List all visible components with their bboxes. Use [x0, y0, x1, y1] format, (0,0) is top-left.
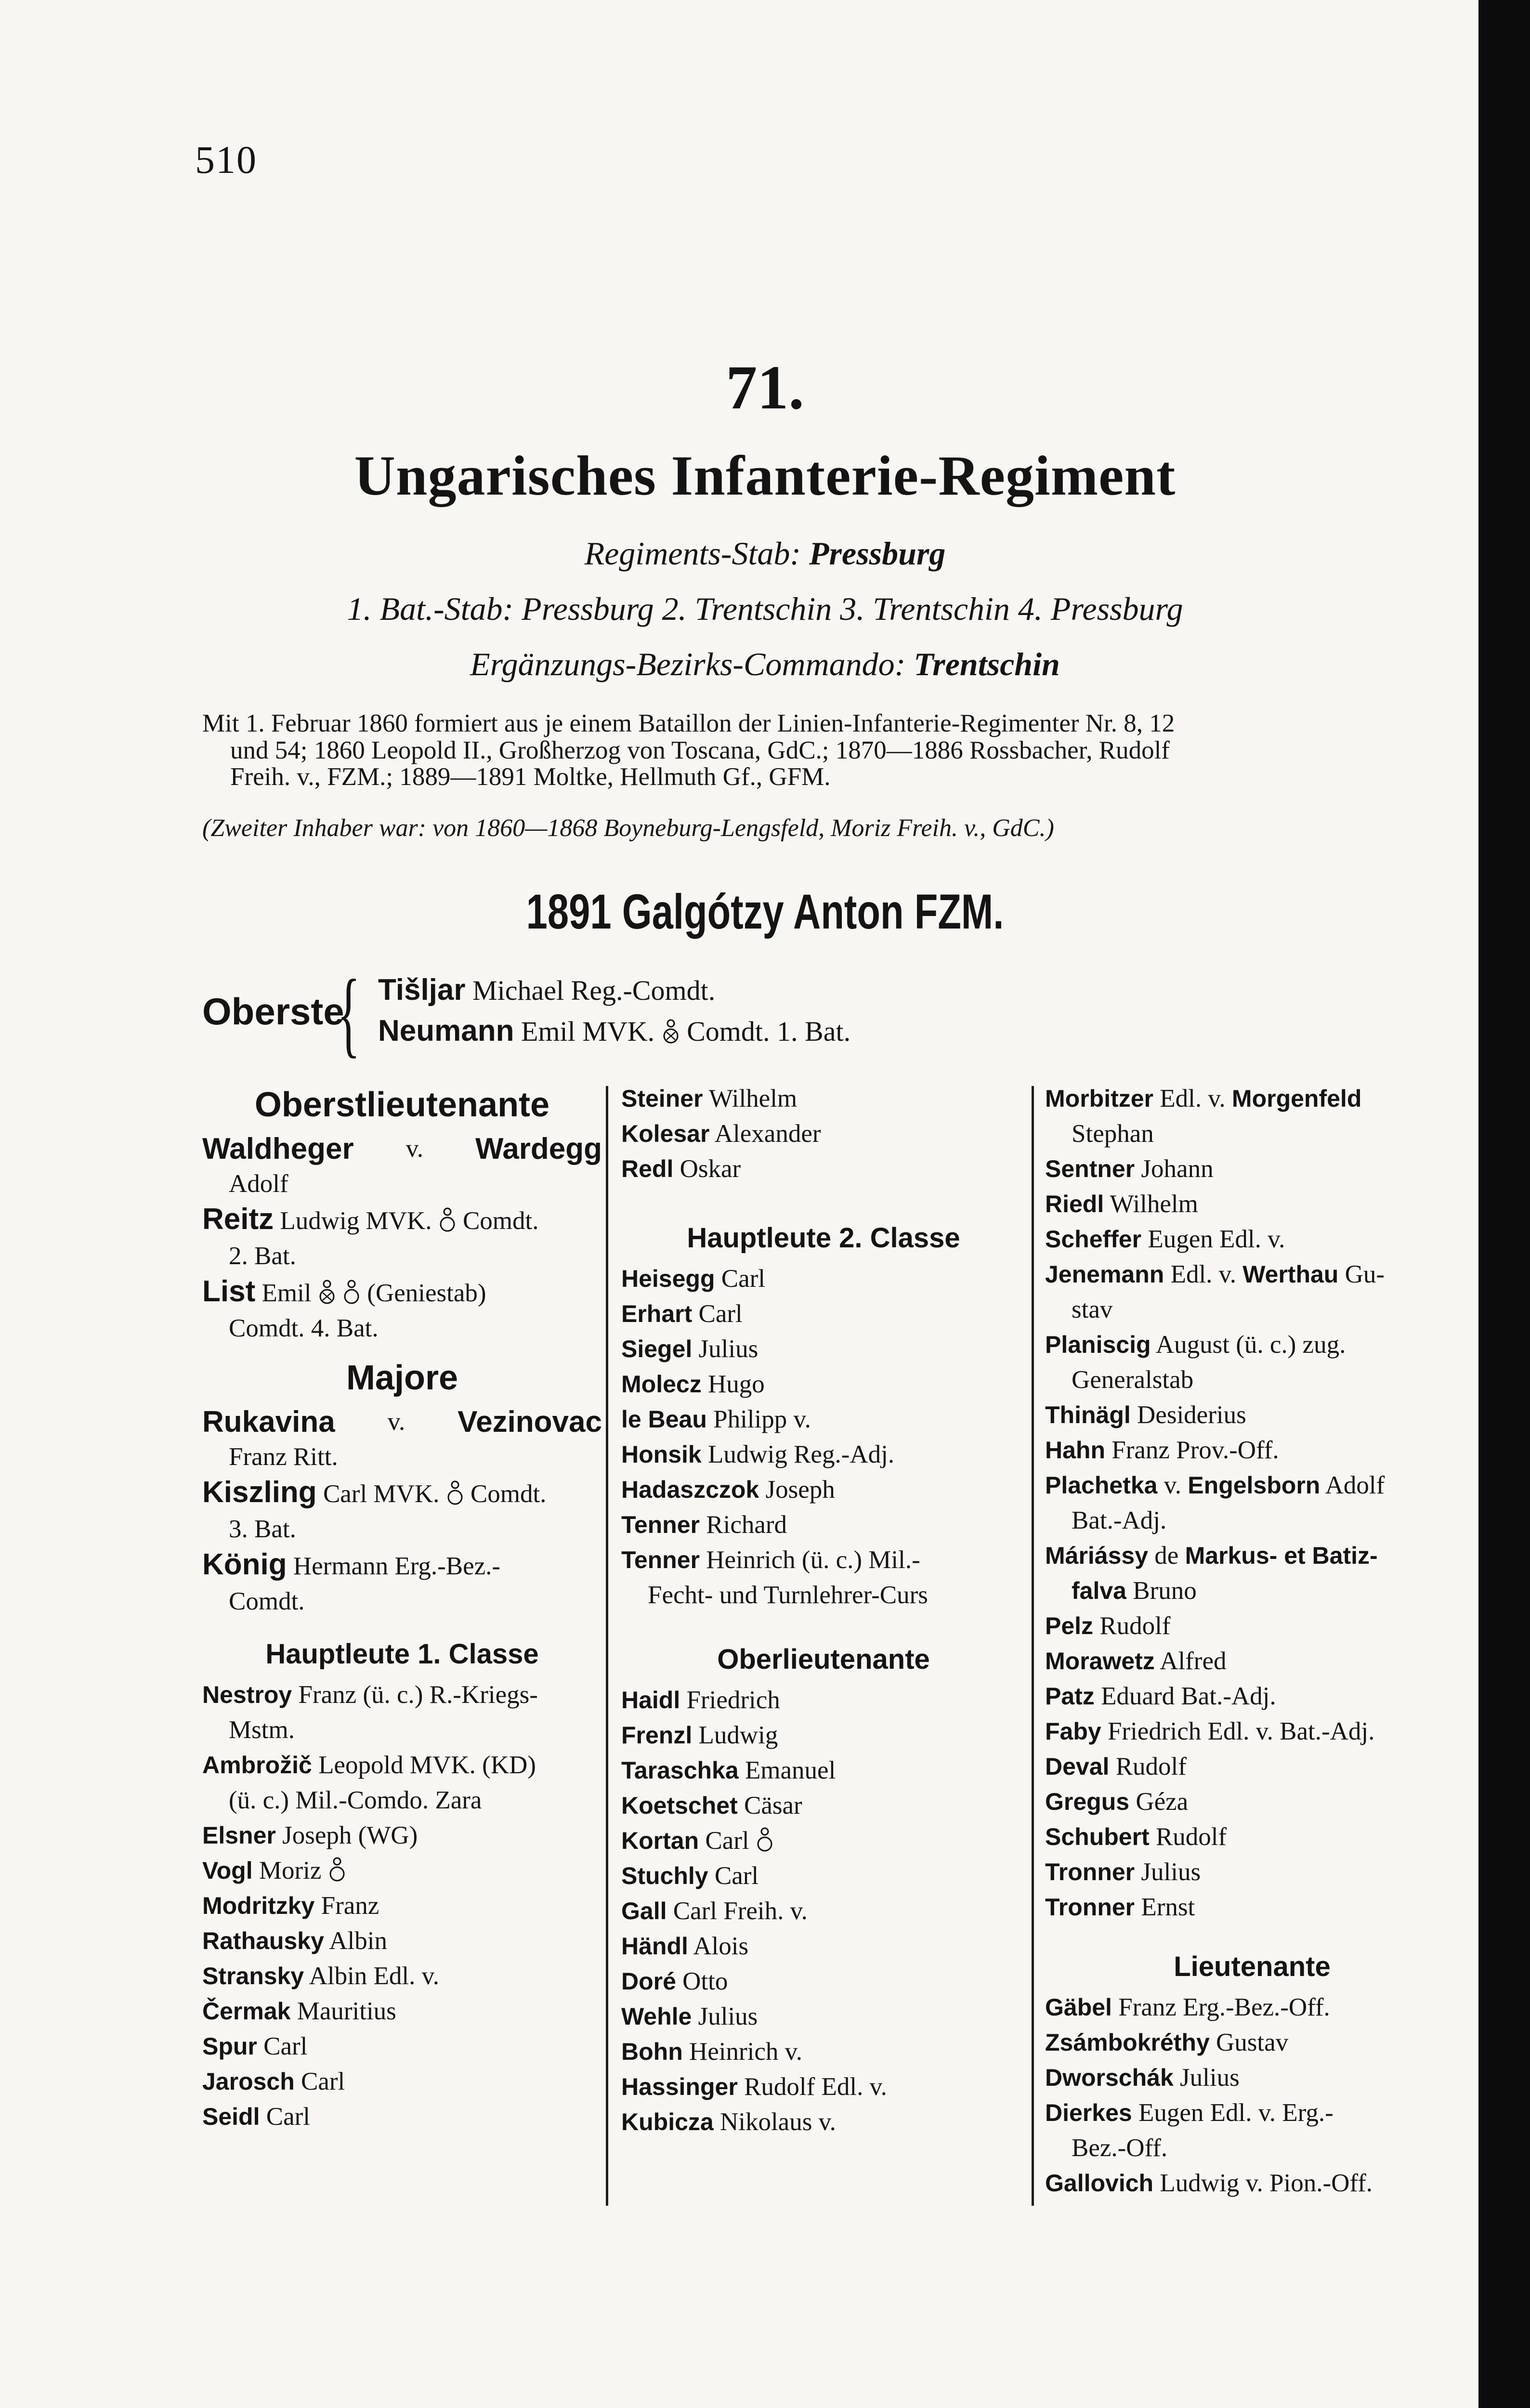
list-item — [202, 1404, 602, 1440]
column-divider — [606, 1086, 608, 2206]
person-details: Cäsar — [744, 1792, 802, 1819]
person-details: Comdt. — [470, 1480, 547, 1508]
person-details: Joseph (WG) — [282, 1821, 418, 1849]
list-item-cont: Fecht- und Turnlehrer-Curs — [648, 1581, 928, 1609]
section-header-oberstleutnante: Oberstlieutenante — [254, 1086, 550, 1124]
list-item — [1045, 1187, 1459, 1222]
list-item — [621, 1152, 1026, 1187]
person-name: Wehle — [621, 2003, 692, 2030]
person-details: Albin — [329, 1927, 387, 1955]
list-item — [621, 1683, 1026, 1718]
list-item — [202, 1748, 602, 1783]
list-item — [621, 1296, 1026, 1332]
ergaenzung-prefix: Ergänzungs-Bezirks-Commando: — [470, 646, 906, 682]
person-name: Tišljar — [378, 973, 466, 1007]
person-name: Jarosch — [202, 2068, 295, 2095]
list-item — [1045, 1468, 1459, 1503]
person-name: Plachetka — [1045, 1472, 1158, 1499]
person-name: Frenzl — [621, 1722, 693, 1749]
list-item — [1045, 1609, 1459, 1644]
page-number: 510 — [195, 138, 257, 182]
list-item-cont: Comdt. — [229, 1587, 305, 1615]
list-item-cont: Bez.-Off. — [1072, 2134, 1168, 2162]
list-item — [621, 1894, 1026, 1929]
person-details: (Geniestab) — [367, 1279, 486, 1307]
person-name: Faby — [1045, 1718, 1101, 1745]
list-item — [1045, 1890, 1459, 1925]
list-item — [1045, 2166, 1459, 2201]
person-details: Franz (ü. c.) R.-Kriegs- — [298, 1681, 538, 1709]
person-name: Zsámbokréthy — [1045, 2029, 1210, 2056]
list-item — [1045, 1081, 1459, 1116]
list-item — [621, 1858, 1026, 1894]
order-decoration-icon — [318, 1278, 336, 1307]
person-details: Hermann Erg.-Bez.- — [293, 1552, 501, 1580]
column-left — [202, 1084, 602, 2134]
person-details: Julius — [1141, 1858, 1201, 1886]
person-name: Morbitzer — [1045, 1085, 1153, 1112]
list-item — [621, 1261, 1026, 1296]
list-item — [621, 1964, 1026, 1999]
person-details: Rudolf — [1115, 1753, 1187, 1780]
person-details: August (ü. c.) zug. — [1155, 1331, 1346, 1359]
list-item — [1045, 1327, 1459, 1362]
history-line: und 54; 1860 Leopold II., Großherzog von Toscana, GdC.; 1870—1886 Rossbacher, Rudolf — [230, 736, 1170, 764]
cross-decoration-icon — [438, 1206, 457, 1235]
person-name: Patz — [1045, 1683, 1095, 1710]
person-name: Molecz — [621, 1371, 702, 1398]
list-item — [1045, 1222, 1459, 1257]
list-item-cont: Bat.-Adj. — [1072, 1506, 1167, 1534]
list-item — [621, 1472, 1026, 1507]
person-details: Gustav — [1216, 2028, 1289, 2056]
list-item — [202, 1924, 602, 1959]
list-item-cont: Generalstab — [1072, 1366, 1194, 1394]
person-details: de — [1154, 1542, 1179, 1570]
brace-symbol: { — [337, 960, 360, 1067]
list-item-cont: stav — [1072, 1296, 1113, 1323]
person-name: Haidl — [621, 1687, 680, 1714]
person-name: Erhart — [621, 1300, 693, 1327]
person-details: Wilhelm — [1110, 1190, 1198, 1218]
person-name: Rathausky — [202, 1927, 324, 1954]
person-name: Schubert — [1045, 1823, 1150, 1850]
person-details: Eugen Edl. v. — [1148, 1225, 1285, 1253]
person-details: v. — [387, 1408, 405, 1436]
list-item — [1045, 1433, 1459, 1468]
person-details: Friedrich Edl. v. Bat.-Adj. — [1107, 1717, 1375, 1745]
list-item — [202, 2064, 602, 2099]
person-name: Riedl — [1045, 1191, 1104, 1217]
person-details: Mauritius — [297, 1997, 396, 2025]
list-item — [621, 2105, 1026, 2140]
list-item — [621, 1402, 1026, 1437]
list-item — [621, 2034, 1026, 2069]
person-name: Jenemann — [1045, 1261, 1164, 1288]
column-right — [1045, 1081, 1459, 2201]
person-details: Wilhelm — [708, 1085, 798, 1112]
person-name: Redl — [621, 1155, 674, 1182]
list-item — [621, 1116, 1026, 1152]
person-name: Vezinovac — [458, 1405, 602, 1439]
person-name: Steiner — [621, 1085, 703, 1112]
person-details: Adolf — [1325, 1471, 1385, 1499]
person-name: Doré — [621, 1968, 676, 1995]
person-name: falva — [1072, 1577, 1126, 1604]
person-details: Bruno — [1133, 1577, 1197, 1605]
person-name: Dierkes — [1045, 2099, 1132, 2126]
person-name: Morgenfeld — [1231, 1085, 1362, 1112]
oberst-entry — [378, 973, 715, 1007]
person-details: Otto — [682, 1967, 728, 1995]
order-decoration-icon — [662, 1018, 680, 1047]
section-header-hauptleute-2: Hauptleute 2. Classe — [687, 1222, 960, 1254]
person-details: Ludwig MVK. — [280, 1207, 432, 1235]
person-name: Hadaszczok — [621, 1476, 759, 1503]
person-name: Tenner — [621, 1511, 700, 1538]
person-name: Rukavina — [202, 1405, 335, 1439]
person-details: Desiderius — [1137, 1401, 1246, 1429]
person-details: Heinrich (ü. c.) Mil.- — [706, 1546, 920, 1574]
list-item — [202, 1994, 602, 2029]
person-details: Franz Prov.-Off. — [1112, 1436, 1279, 1464]
person-name: Stuchly — [621, 1862, 708, 1889]
list-item — [621, 1332, 1026, 1367]
person-name: le Beau — [621, 1406, 707, 1433]
person-details: Philipp v. — [713, 1405, 811, 1433]
oberste-label: Oberste — [202, 990, 344, 1033]
person-details: v. — [1164, 1471, 1182, 1499]
person-name: Spur — [202, 2033, 257, 2060]
person-name: Hahn — [1045, 1437, 1105, 1464]
person-name: Vogl — [202, 1857, 253, 1884]
person-name: Scheffer — [1045, 1226, 1142, 1253]
list-item — [621, 1437, 1026, 1472]
person-name: Markus- et Batiz- — [1185, 1542, 1378, 1569]
person-details: Friedrich — [686, 1686, 780, 1714]
person-details: Carl — [705, 1827, 749, 1855]
person-name: Tronner — [1045, 1894, 1135, 1921]
person-name: Gall — [621, 1898, 667, 1924]
person-details: Hugo — [707, 1370, 765, 1398]
list-item — [621, 1081, 1026, 1116]
list-item — [1045, 2060, 1459, 2095]
bataillon-line: 1. Bat.-Stab: Pressburg 2. Trentschin 3. Trentschin 4. Pressburg — [347, 590, 1183, 627]
person-details: Carl — [263, 2032, 308, 2060]
person-details: Eduard Bat.-Adj. — [1101, 1682, 1276, 1710]
list-item — [1045, 1257, 1459, 1292]
person-name: Pelz — [1045, 1612, 1094, 1639]
person-details: Julius — [1180, 2064, 1240, 2092]
list-item — [1045, 1749, 1459, 1784]
list-item — [621, 1929, 1026, 1964]
list-item — [202, 2099, 602, 2134]
person-details: Alfred — [1160, 1647, 1227, 1675]
person-details: Joseph — [765, 1476, 835, 1504]
person-name: Kiszling — [202, 1476, 317, 1509]
list-item — [202, 1959, 602, 1994]
list-item — [1045, 1819, 1459, 1855]
person-details: Alois — [693, 1932, 749, 1960]
list-item-cont: Comdt. 4. Bat. — [229, 1314, 379, 1342]
person-name: Gäbel — [1045, 1994, 1112, 2021]
person-details: Carl — [721, 1265, 766, 1293]
person-details: Ludwig — [698, 1721, 778, 1749]
regiment-number: 71. — [726, 353, 804, 422]
list-item — [621, 1367, 1026, 1402]
list-item — [621, 1999, 1026, 2034]
list-item — [202, 2029, 602, 2064]
list-item-cont: (ü. c.) Mil.-Comdo. Zara — [229, 1786, 482, 1814]
oberst-entry — [378, 1014, 850, 1048]
person-details: Franz — [321, 1892, 379, 1920]
list-item — [621, 1507, 1026, 1543]
list-item — [621, 1823, 1026, 1858]
list-item — [1045, 1152, 1459, 1187]
person-name: Engelsborn — [1188, 1472, 1321, 1499]
person-details: Carl — [714, 1862, 759, 1890]
stab-place: Pressburg — [809, 535, 946, 572]
person-name: Modritzky — [202, 1892, 315, 1919]
list-item — [202, 1818, 602, 1853]
list-item — [1045, 1855, 1459, 1890]
person-details: Emil — [262, 1279, 312, 1307]
person-details: Carl — [301, 2068, 345, 2095]
list-item-cont: Stephan — [1072, 1120, 1154, 1148]
cross-decoration-icon — [446, 1479, 464, 1508]
list-item — [621, 2069, 1026, 2105]
person-name: Händl — [621, 1933, 688, 1960]
list-item-cont: Adolf — [229, 1170, 288, 1198]
list-item — [1045, 2025, 1459, 2060]
owner-heading: 1891 Galgótzy Anton FZM. — [526, 884, 1004, 939]
list-item — [202, 1547, 602, 1584]
person-details: Rudolf — [1155, 1823, 1227, 1851]
section-header-hauptleute-1: Hauptleute 1. Classe — [265, 1638, 539, 1670]
person-details: v. — [405, 1135, 423, 1163]
person-details: Rudolf Edl. v. — [744, 2073, 887, 2101]
list-item — [621, 1718, 1026, 1753]
history-line: Freih. v., FZM.; 1889—1891 Moltke, Hellmuth Gf., GFM. — [230, 763, 831, 791]
person-name: Werthau — [1242, 1261, 1339, 1288]
cross-decoration-icon — [756, 1826, 774, 1855]
person-details: Leopold MVK. (KD) — [318, 1751, 536, 1779]
list-item — [202, 1131, 602, 1166]
person-details: Heinrich v. — [689, 2038, 802, 2066]
list-item — [1045, 1714, 1459, 1749]
person-details: Franz Erg.-Bez.-Off. — [1118, 1993, 1330, 2021]
person-details: Ludwig Reg.-Adj. — [707, 1440, 895, 1468]
person-name: Honsik — [621, 1441, 702, 1468]
person-details: Gu- — [1345, 1260, 1385, 1288]
person-name: Ambrožič — [202, 1752, 312, 1779]
person-name: Čermak — [202, 1998, 291, 2025]
list-item — [1045, 2095, 1459, 2131]
list-item-cont: 2. Bat. — [229, 1242, 296, 1270]
history-line: Mit 1. Februar 1860 formiert aus je einem Bataillon der Linien-Infanterie-Regimenter Nr. 8, 12 — [202, 709, 1175, 737]
person-name: Dworschák — [1045, 2064, 1174, 2091]
section-header-leutnante: Lieutenante — [1174, 1951, 1331, 1982]
person-details: Carl Freih. v. — [673, 1897, 808, 1925]
person-name: Sentner — [1045, 1155, 1135, 1182]
person-details: Emil MVK. — [521, 1016, 655, 1047]
cross-decoration-icon — [342, 1278, 361, 1307]
section-header-majore: Majore — [346, 1359, 458, 1397]
regiment-title: Ungarisches Infanterie-Regiment — [354, 444, 1176, 507]
person-details: Julius — [698, 2002, 758, 2030]
list-item-cont: Franz Ritt. — [229, 1443, 338, 1471]
person-name: Gregus — [1045, 1788, 1130, 1815]
person-name: Deval — [1045, 1753, 1110, 1780]
person-details: Nikolaus v. — [719, 2108, 836, 2136]
list-item-cont: 3. Bat. — [229, 1515, 296, 1543]
person-details: Géza — [1136, 1788, 1189, 1816]
person-name: Kubicza — [621, 2108, 714, 2135]
ergaenzung-line — [0, 645, 1530, 683]
person-name: Seidl — [202, 2103, 260, 2130]
person-name: Heisegg — [621, 1265, 715, 1292]
person-name: Siegel — [621, 1335, 693, 1362]
person-details: Carl — [266, 2103, 310, 2131]
list-item — [202, 1274, 602, 1311]
list-item — [621, 1543, 1026, 1578]
list-item — [202, 1677, 602, 1713]
person-details: Ernst — [1141, 1893, 1195, 1921]
person-details: Richard — [706, 1511, 787, 1539]
list-item — [621, 1753, 1026, 1788]
person-details: Carl MVK. — [323, 1480, 440, 1508]
second-owner-note: (Zweiter Inhaber war: von 1860—1868 Boyneburg-Lengsfeld, Moriz Freih. v., GdC.) — [202, 814, 1054, 842]
list-item-cont: Mstm. — [229, 1716, 295, 1744]
person-name: Stransky — [202, 1963, 304, 1989]
list-item — [1045, 1398, 1459, 1433]
person-details: Emanuel — [745, 1756, 836, 1784]
column-middle — [621, 1081, 1026, 2140]
person-details: Julius — [698, 1335, 758, 1363]
person-name: Taraschka — [621, 1757, 739, 1784]
regiments-stab-line — [0, 535, 1530, 573]
person-name: Elsner — [202, 1822, 276, 1849]
ergaenzung-place: Trentschin — [914, 646, 1060, 682]
person-details: Oskar — [680, 1155, 741, 1183]
person-details: Comdt. — [462, 1207, 539, 1235]
list-item — [202, 1202, 602, 1239]
person-name: Kortan — [621, 1827, 699, 1854]
person-name: Morawetz — [1045, 1648, 1155, 1675]
list-item-cont — [1045, 1573, 1459, 1609]
list-item — [202, 1888, 602, 1924]
person-name: Tronner — [1045, 1858, 1135, 1885]
section-header-oberleutnante: Oberlieutenante — [717, 1644, 930, 1675]
person-details: Eugen Edl. v. Erg.- — [1138, 2099, 1334, 2127]
person-details: Alexander — [714, 1120, 821, 1148]
person-name: Wardegg — [475, 1132, 602, 1165]
person-name: Neumann — [378, 1014, 514, 1047]
person-details: Edl. v. — [1160, 1085, 1226, 1112]
person-details: Edl. v. — [1170, 1260, 1236, 1288]
list-item — [202, 1853, 602, 1888]
person-details: Moriz — [259, 1857, 322, 1885]
list-item — [621, 1788, 1026, 1823]
cross-decoration-icon — [328, 1856, 346, 1885]
person-name: Bohn — [621, 2038, 683, 2065]
person-name: Planiscig — [1045, 1331, 1151, 1358]
list-item — [1045, 1679, 1459, 1714]
person-name: List — [202, 1275, 256, 1308]
list-item — [1045, 1784, 1459, 1819]
person-details: Comdt. 1. Bat. — [687, 1016, 851, 1047]
person-name: Gallovich — [1045, 2170, 1154, 2197]
column-divider — [1032, 1086, 1034, 2206]
stab-prefix: Regiments-Stab: — [584, 535, 801, 572]
person-details: Ludwig v. Pion.-Off. — [1160, 2169, 1373, 2197]
person-name: Nestroy — [202, 1681, 292, 1708]
list-item — [1045, 1538, 1459, 1573]
person-name: Máriássy — [1045, 1542, 1149, 1569]
person-details: Michael Reg.-Comdt. — [472, 975, 716, 1006]
person-name: Koetschet — [621, 1792, 738, 1819]
person-name: Thinägl — [1045, 1401, 1131, 1428]
list-item — [1045, 1644, 1459, 1679]
person-details: Johann — [1141, 1155, 1214, 1183]
person-details: Rudolf — [1099, 1612, 1171, 1640]
person-name: Reitz — [202, 1203, 274, 1236]
person-name: König — [202, 1548, 287, 1581]
person-name: Waldheger — [202, 1132, 354, 1165]
person-details: Albin Edl. v. — [309, 1962, 439, 1990]
person-name: Tenner — [621, 1546, 700, 1573]
person-name: Hassinger — [621, 2073, 738, 2100]
history-paragraph — [202, 710, 1175, 791]
person-details: Carl — [698, 1300, 743, 1328]
list-item — [1045, 1990, 1459, 2025]
list-item — [202, 1475, 602, 1512]
person-name: Kolesar — [621, 1120, 710, 1147]
